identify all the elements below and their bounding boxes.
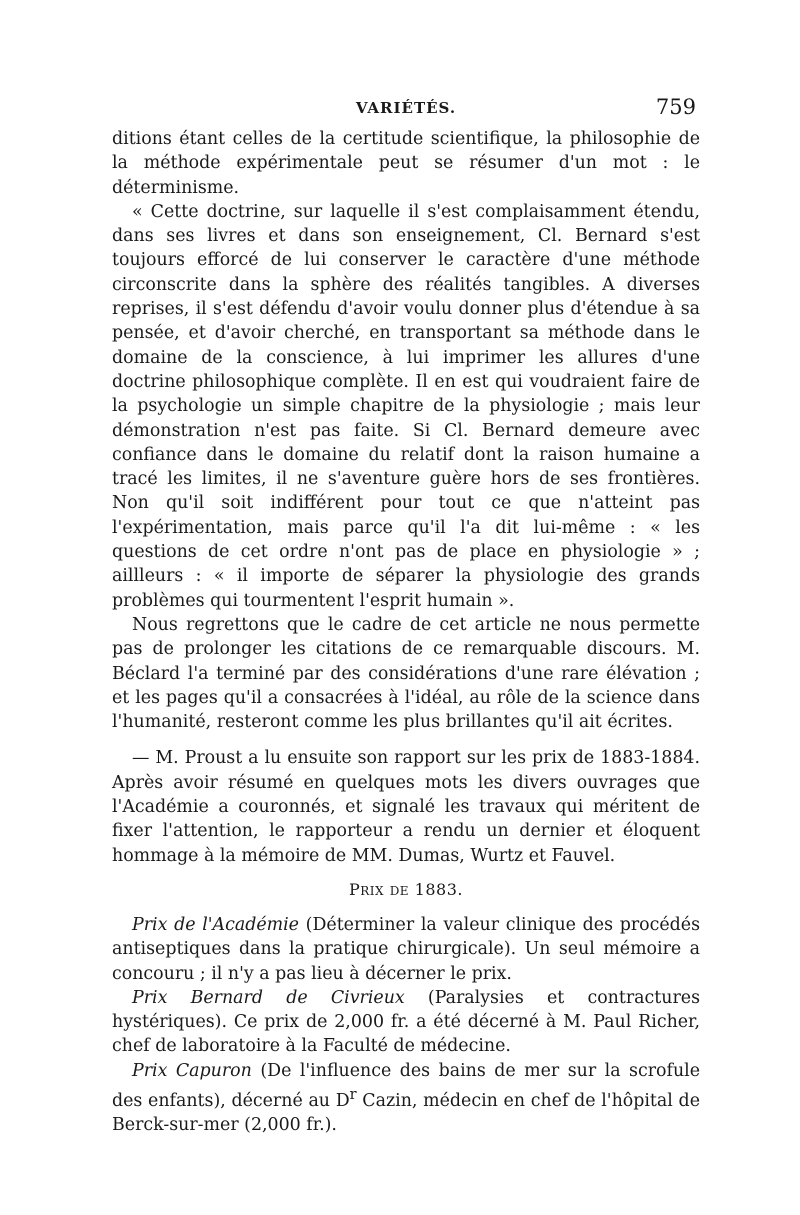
paragraph-regrets: Nous regrettons que le cadre de cet article ne nous permette pas de prolonger les citations de ce remarquable discours. M. Béclard l'a terminé par des considérations d'une rare élévation ; et les pages qu'il a consacrées à l'idéal, au rôle de la science dans l'humanité, resteront comme les plus brillantes qu'il ait écrites.: [112, 614, 700, 733]
section-heading-prix-1883: [112, 880, 700, 899]
paragraph-proust-report: — M. Proust a lu ensuite son rapport sur les prix de 1883-1884. Après avoir résumé en quelques mots les divers ouvrages que l'Académie a couronnés, et signalé les travaux qui méritent de fixer l'attention, le rapporteur a rendu un dernier et éloquent hommage à la mémoire de MM. Dumas, Wurtz et Fauvel.: [112, 748, 700, 866]
paragraph-continuation: ditions étant celles de la certitude scientifique, la philosophie de la méthode expérimentale peut se résumer d'un mot : le déterminisme.: [112, 129, 700, 198]
superscript: r: [349, 1086, 357, 1103]
heading-initial: P: [349, 879, 361, 899]
prize-text: Cazin, médecin en chef de l'hôpital de Berck-sur-mer (2,000 fr.).: [112, 1090, 700, 1136]
prize-entry-civrieux: [112, 986, 700, 1059]
heading-de: DE: [389, 883, 410, 898]
prize-entry-academie: [112, 913, 700, 986]
book-page: [112, 95, 700, 1137]
prize-name: Prix Bernard de Civrieux: [132, 987, 405, 1008]
prize-text: (Déterminer la valeur clinique des procédés antiseptiques dans la pratique chirurgicale). Un seul mémoire a concouru ; il n'y a pas lieu à décerner le prix.: [112, 914, 700, 984]
page-number: 759: [655, 95, 696, 119]
heading-year: 1883.: [414, 879, 463, 899]
running-title: VARIÉTÉS.: [355, 99, 457, 117]
running-head: [112, 95, 700, 127]
prize-text: (Paralysies et contractures hystériques). Ce prix de 2,000 fr. a été décerné à M. Paul Richer, chef de laboratoire à la Faculté de médecine.: [112, 987, 700, 1057]
heading-rest: RIX: [360, 883, 385, 898]
prize-entry-capuron: [112, 1059, 700, 1138]
prize-text: (De l'influence des bains de mer sur la scrofule des enfants), décerné au D: [112, 1060, 700, 1111]
prize-name: Prix Capuron: [132, 1060, 252, 1081]
prize-name: Prix de l'Académie: [132, 914, 299, 935]
paragraph-doctrine: « Cette doctrine, sur laquelle il s'est complaisamment étendu, dans ses livres et dans son enseignement, Cl. Bernard s'est toujours efforcé de lui conserver le caractère d'une méthode circonscrite dans la sphère des réalités tangibles. A diverses reprises, il s'est défendu d'avoir voulu donner plus d'étendue à sa pensée, et d'avoir cherché, en transportant sa méthode dans le domaine de la conscience, à lui imprimer les allures d'une doctrine philosophique complète. Il en est qui voudraient faire de la psychologie un simple chapitre de la physiologie ; mais leur démonstration n'est pas faite. Si Cl. Bernard demeure avec confiance dans le domaine du relatif dont la raison humaine a tracé les limites, il ne s'aventure guère hors de ses frontières. Non qu'il soit indifférent pour tout ce que n'atteint pas l'expérimentation, mais parce qu'il l'a dit lui-même : « les questions de cet ordre n'ont pas de place en physiologie » ; aillleurs : « il importe de séparer la physiologie des grands problèmes qui tourmentent l'esprit humain ».: [112, 201, 700, 611]
